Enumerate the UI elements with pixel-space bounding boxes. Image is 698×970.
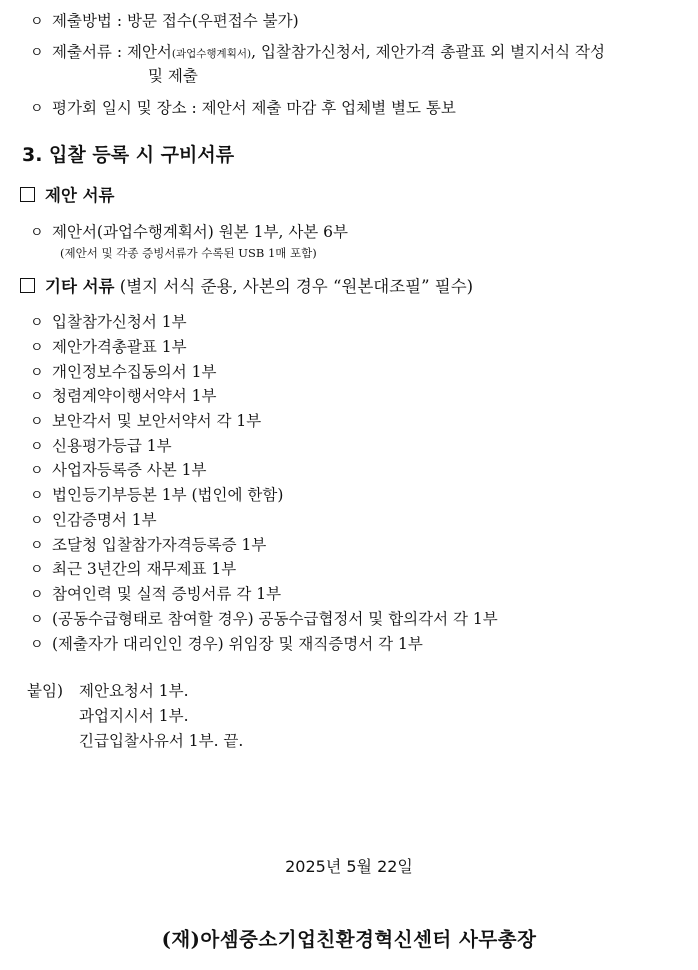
other-doc-text: 개인정보수집동의서 1부 bbox=[52, 363, 217, 381]
bullet-icon: ㅇ bbox=[30, 587, 44, 603]
other-doc-text: 입찰참가신청서 1부 bbox=[52, 313, 187, 331]
other-doc-text: 신용평가등급 1부 bbox=[52, 437, 172, 455]
submission-docs-text: 제출서류 : 제안서 bbox=[52, 43, 172, 61]
bullet-icon: ㅇ bbox=[30, 389, 44, 405]
attachment-label: 붙임) bbox=[27, 682, 63, 700]
other-doc-item bbox=[30, 459, 206, 482]
bullet-icon: ㅇ bbox=[30, 562, 44, 578]
other-doc-item bbox=[30, 608, 498, 631]
document-date: 2025년 5월 22일 bbox=[285, 857, 413, 876]
other-doc-item bbox=[30, 583, 281, 606]
other-doc-text: (공동수급형태로 참여할 경우) 공동수급협정서 및 합의각서 각 1부 bbox=[52, 610, 498, 628]
bullet-icon: ㅇ bbox=[30, 637, 44, 653]
submission-method-item bbox=[30, 10, 299, 33]
proposal-docs-heading bbox=[20, 184, 115, 208]
other-doc-item bbox=[30, 410, 261, 433]
bullet-icon: ㅇ bbox=[30, 340, 44, 356]
submission-method-text: 제출방법 : 방문 접수(우편접수 불가) bbox=[52, 12, 299, 30]
submission-docs-continuation: 및 제출 bbox=[148, 67, 198, 85]
other-doc-item bbox=[30, 311, 187, 334]
other-doc-item bbox=[30, 509, 157, 532]
bullet-icon: ㅇ bbox=[30, 439, 44, 455]
bullet-icon: ㅇ bbox=[30, 101, 44, 117]
other-doc-item bbox=[30, 484, 283, 507]
submission-docs-small-text: (과업수행계획서) bbox=[171, 48, 252, 60]
other-docs-heading bbox=[20, 275, 473, 299]
other-doc-item bbox=[30, 385, 217, 408]
checkbox-square-icon bbox=[20, 187, 35, 202]
bullet-icon: ㅇ bbox=[30, 225, 44, 241]
attachment-item: 제안요청서 1부. bbox=[79, 682, 189, 700]
bullet-icon: ㅇ bbox=[30, 45, 44, 61]
other-doc-item bbox=[30, 361, 217, 384]
proposal-doc-item bbox=[30, 221, 348, 244]
other-docs-heading-bold: 기타 서류 bbox=[45, 277, 115, 296]
other-docs-heading-rest: (별지 서식 준용, 사본의 경우 “원본대조필” 필수) bbox=[114, 277, 474, 296]
attachment-item: 과업지시서 1부. bbox=[79, 707, 189, 725]
bullet-icon: ㅇ bbox=[30, 513, 44, 529]
bullet-icon: ㅇ bbox=[30, 14, 44, 30]
other-doc-text: 청렴계약이행서약서 1부 bbox=[52, 387, 217, 405]
other-doc-text: 법인등기부등본 1부 (법인에 한함) bbox=[52, 486, 284, 504]
other-doc-text: 조달청 입찰참가자격등록증 1부 bbox=[52, 536, 267, 554]
other-doc-text: 참여인력 및 실적 증빙서류 각 1부 bbox=[52, 585, 282, 603]
other-doc-text: 보안각서 및 보안서약서 각 1부 bbox=[52, 412, 262, 430]
other-doc-text: 인감증명서 1부 bbox=[52, 511, 157, 529]
proposal-doc-note: (제안서 및 각종 증빙서류가 수록된 USB 1매 포함) bbox=[60, 246, 317, 260]
signature-line: (재)아셈중소기업친환경혁신센터 사무총장 bbox=[161, 928, 537, 951]
proposal-doc-text: 제안서(과업수행계획서) 원본 1부, 사본 6부 bbox=[52, 223, 349, 241]
bullet-icon: ㅇ bbox=[30, 414, 44, 430]
bullet-icon: ㅇ bbox=[30, 612, 44, 628]
evaluation-text: 평가회 일시 및 장소 : 제안서 제출 마감 후 업체별 별도 통보 bbox=[52, 99, 456, 117]
other-doc-text: 제안가격총괄표 1부 bbox=[52, 338, 187, 356]
other-doc-text: 최근 3년간의 재무제표 1부 bbox=[52, 560, 237, 578]
attachment-item: 긴급입찰사유서 1부. 끝. bbox=[79, 732, 244, 750]
bullet-icon: ㅇ bbox=[30, 488, 44, 504]
submission-docs-text-post: , 입찰참가신청서, 제안가격 총괄표 외 별지서식 작성 bbox=[251, 43, 605, 61]
evaluation-item bbox=[30, 97, 456, 120]
submission-docs-item bbox=[30, 41, 605, 65]
bullet-icon: ㅇ bbox=[30, 365, 44, 381]
checkbox-square-icon bbox=[20, 278, 35, 293]
bullet-icon: ㅇ bbox=[30, 538, 44, 554]
other-doc-item bbox=[30, 558, 236, 581]
other-doc-item bbox=[30, 534, 266, 557]
other-doc-item bbox=[30, 633, 423, 656]
other-doc-item bbox=[30, 435, 172, 458]
other-doc-item bbox=[30, 336, 187, 359]
proposal-docs-heading-text: 제안 서류 bbox=[45, 186, 115, 205]
bullet-icon: ㅇ bbox=[30, 315, 44, 331]
bullet-icon: ㅇ bbox=[30, 463, 44, 479]
section-title: 3. 입찰 등록 시 구비서류 bbox=[22, 144, 235, 166]
other-doc-text: 사업자등록증 사본 1부 bbox=[52, 461, 207, 479]
other-doc-text: (제출자가 대리인인 경우) 위임장 및 재직증명서 각 1부 bbox=[52, 635, 423, 653]
